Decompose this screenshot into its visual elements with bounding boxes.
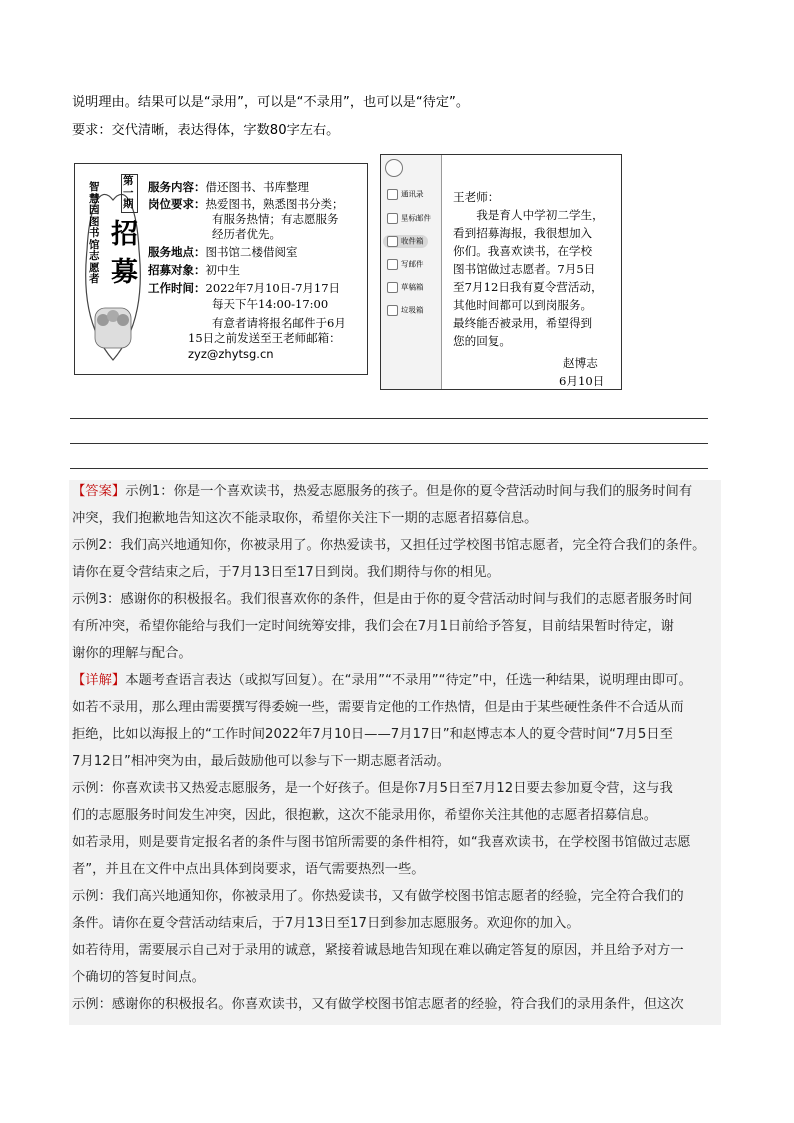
answer-line: 示例2：我们高兴地通知你，你被录用了。你热爱读书，又担任过学校图书馆志愿者，完全符合我们的条件。 xyxy=(72,538,706,553)
poster-row: 有意者请将报名邮件于6月 xyxy=(212,316,346,330)
answer-line: 者”，并且在文件中点出具体到岗要求，语气需要热烈一些。 xyxy=(72,862,425,877)
recruitment-poster xyxy=(74,163,368,375)
mail-line: 至7月12日我有夏令营活动， xyxy=(453,280,603,294)
inbox-icon xyxy=(387,236,398,247)
avatar-icon xyxy=(385,159,403,177)
answer-line: 示例：我们高兴地通知你，你被录用了。你热爱读书，又有做学校图书馆志愿者的经验，完全符合我们的 xyxy=(72,889,684,904)
answer-line: 拒绝，比如以海报上的“工作时间2022年7月10日——7月17日”和赵博志本人的夏令营时间“7月5日至 xyxy=(72,727,673,742)
trash-icon xyxy=(387,305,398,316)
answer-line: 谢你的理解与配合。 xyxy=(72,646,192,661)
mail-line: 我是育人中学初二学生， xyxy=(453,208,604,222)
answer-line: 个确切的答复时间点。 xyxy=(72,970,205,985)
answer-line: 【答案】示例1：你是一个喜欢读书，热爱志愿服务的孩子。但是你的夏令营活动时间与我们的服务时间有 xyxy=(72,484,693,499)
answer-line: 【详解】本题考查语言表达（或拟写回复）。在“录用”“不录用”“待定”中，任选一种结果，说明理由即可。 xyxy=(72,673,692,688)
sidebar-item-compose[interactable]: 写邮件 xyxy=(387,259,424,270)
sidebar-item-starred[interactable]: 星标邮件 xyxy=(387,213,431,224)
sidebar-item-drafts[interactable]: 草稿箱 xyxy=(387,282,424,293)
answer-line: 们的志愿服务时间发生冲突，因此，很抱歉，这次不能录用你，希望你关注其他的志愿者招募信息。 xyxy=(72,808,658,823)
email-window xyxy=(380,154,622,390)
poster-row: 有服务热情；有志愿服务 xyxy=(212,212,339,226)
answer-rule-2 xyxy=(70,443,708,444)
mail-line: 其他时间都可以到岗服务。 xyxy=(453,298,593,312)
poster-email: zyz@zhytsg.cn xyxy=(188,347,274,361)
answer-line: 如若不录用，那么理由需要撰写得委婉一些，需要肯定他的工作热情，但是由于某些硬性条件不合适从而 xyxy=(72,700,684,715)
poster-row: 岗位要求：热爱图书，熟悉图书分类； xyxy=(148,197,344,211)
poster-row: 15日之前发送至王老师邮箱： xyxy=(188,331,341,345)
mail-line: 最终能否被录用，希望得到 xyxy=(453,316,593,330)
answer-line: 请你在夏令营结束之后，于7月13日至17日到岗。我们期待与你的相见。 xyxy=(72,565,500,580)
answer-line: 有所冲突，希望你能给与我们一定时间统筹安排，我们会在7月1日前给予答复，目前结果暂时待定，谢 xyxy=(72,619,674,634)
sidebar-item-trash[interactable]: 垃圾箱 xyxy=(387,305,424,316)
poster-big-title: 招募 xyxy=(111,219,138,288)
poster-vertical-title: 智慧园图书馆志愿者 xyxy=(89,181,100,285)
answer-line: 示例3：感谢你的积极报名。我们很喜欢你的条件，但是由于你的夏令营活动时间与我们的志愿者服务时间 xyxy=(72,592,693,607)
answer-rule-3 xyxy=(70,468,708,469)
mail-line: 看到招募海报，我很想加入 xyxy=(453,226,593,240)
answer-rule-1 xyxy=(70,418,708,419)
intro-line-1: 说明理由。结果可以是“录用”，可以是“不录用”，也可以是“待定”。 xyxy=(72,95,470,110)
compose-icon xyxy=(387,259,398,270)
answer-line: 冲突，我们抱歉地告知这次不能录取你，希望你关注下一期的志愿者招募信息。 xyxy=(72,511,538,526)
answer-line: 如若录用，则是要肯定报名者的条件与图书馆所需要的条件相符，如“我喜欢读书，在学校图书馆做过志愿 xyxy=(72,835,691,850)
poster-row: 服务地点：图书馆二楼借阅室 xyxy=(148,245,298,259)
answer-line: 示例：感谢你的积极报名。你喜欢读书，又有做学校图书馆志愿者的经验，符合我们的录用条件，但这次 xyxy=(72,997,684,1012)
mail-line: 图书馆做过志愿者。7月5日 xyxy=(453,262,596,276)
answer-line: 条件。请你在夏令营活动结束后，于7月13日至17日到参加志愿服务。欢迎你的加入。 xyxy=(72,916,580,931)
mail-line: 你们。我喜欢读书，在学校 xyxy=(453,244,593,258)
mail-sidebar xyxy=(381,155,442,389)
heart-emblem xyxy=(81,170,145,366)
mail-line: 王老师： xyxy=(453,190,500,204)
sidebar-item-inbox[interactable]: 收件箱 xyxy=(383,235,428,248)
poster-row: 服务内容：借还图书、书库整理 xyxy=(148,180,309,194)
poster-row: 经历者优先。 xyxy=(212,227,281,241)
mail-line: 您的回复。 xyxy=(453,334,511,348)
mail-date: 6月10日 xyxy=(559,374,605,388)
poster-issue: 第一期 xyxy=(121,174,138,213)
poster-row: 招募对象：初中生 xyxy=(148,263,240,277)
answer-line: 7月12日”相冲突为由，最后鼓励他可以参与下一期志愿者活动。 xyxy=(72,754,450,769)
drafts-icon xyxy=(387,282,398,293)
star-icon xyxy=(387,213,398,224)
sidebar-item-contacts[interactable]: 通讯录 xyxy=(387,189,424,200)
contacts-icon xyxy=(387,189,398,200)
mail-signature: 赵博志 xyxy=(563,356,598,370)
poster-row: 每天下午14:00-17:00 xyxy=(212,297,329,311)
answer-line: 示例：你喜欢读书又热爱志愿服务，是一个好孩子。但是你7月5日至7月12日要去参加夏令营，这与我 xyxy=(72,781,673,796)
intro-line-2: 要求：交代清晰，表达得体，字数80字左右。 xyxy=(72,123,340,138)
poster-row: 工作时间：2022年7月10日-7月17日 xyxy=(148,281,341,295)
answer-line: 如若待用，需要展示自己对于录用的诚意，紧接着诚恳地告知现在难以确定答复的原因，并且给予对方一 xyxy=(72,943,684,958)
